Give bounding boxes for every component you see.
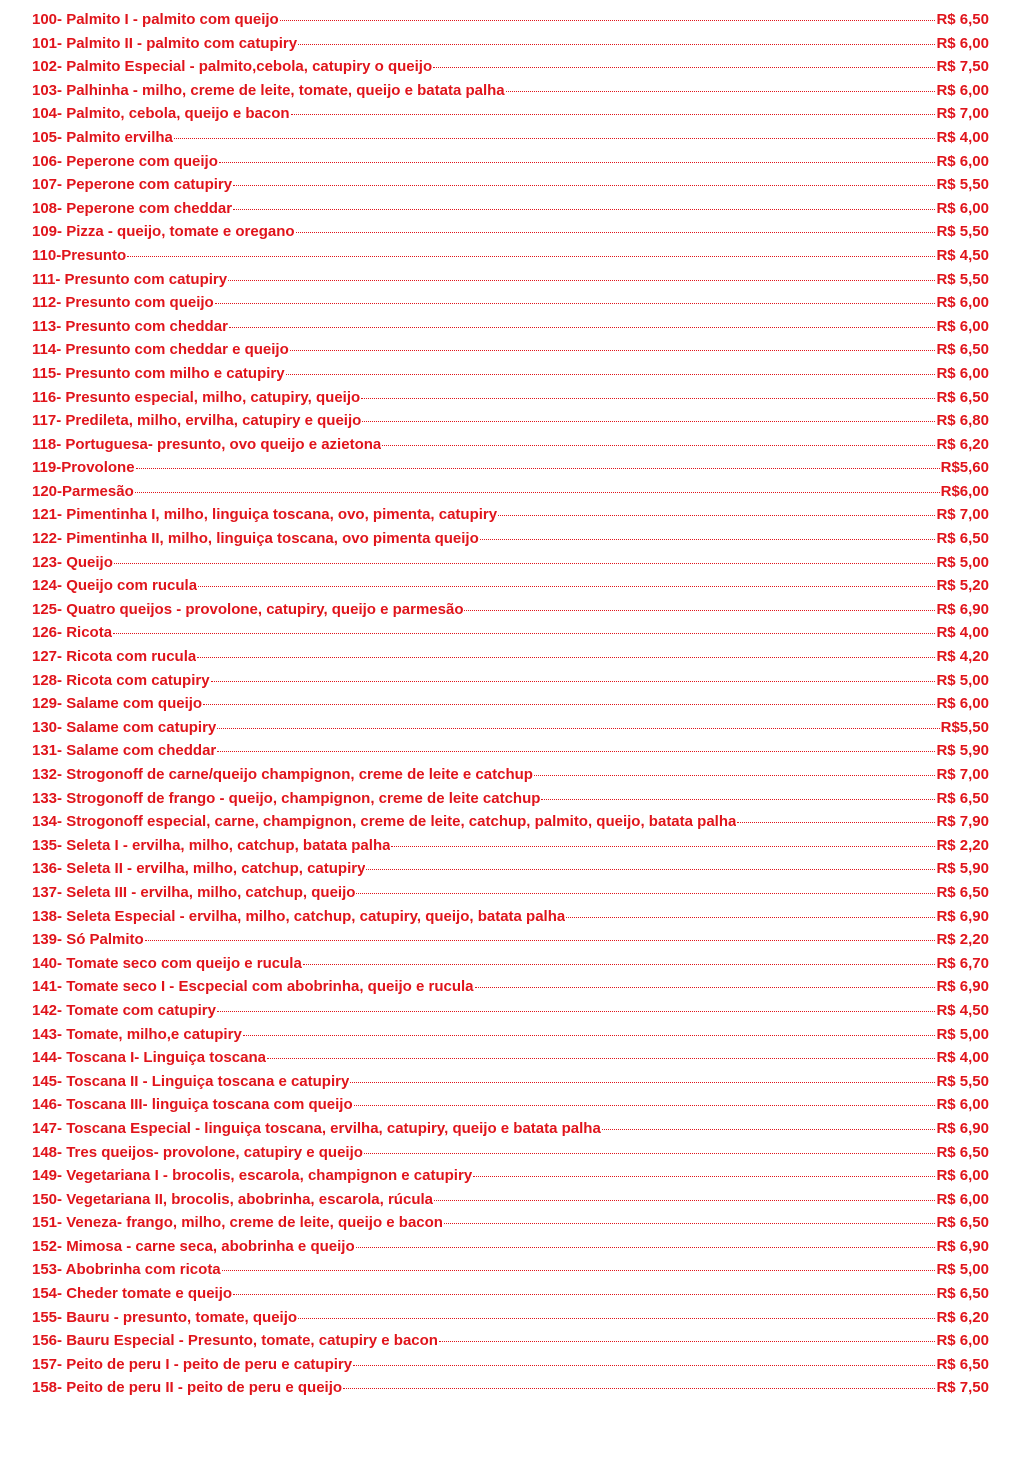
menu-item-price: R$ 5,00 — [936, 1025, 989, 1043]
dot-leader — [364, 1153, 936, 1154]
dot-leader — [198, 586, 935, 587]
menu-item-description: 148- Tres queijos- provolone, catupiry e queijo — [32, 1143, 363, 1161]
menu-item-description: 128- Ricota com catupiry — [32, 671, 210, 689]
dot-leader — [229, 327, 936, 328]
menu-item — [32, 999, 989, 1023]
dot-leader — [267, 1058, 935, 1059]
menu-item-description: 149- Vegetariana I - brocolis, escarola, champignon e catupiry — [32, 1167, 473, 1185]
dot-leader — [298, 44, 935, 45]
dot-leader — [356, 1247, 936, 1248]
menu-item-price: R$ 6,50 — [936, 1214, 989, 1232]
menu-item — [32, 362, 989, 386]
menu-item-description: 123- Queijo — [32, 553, 113, 571]
menu-item-price: R$ 4,00 — [936, 624, 989, 642]
dot-leader — [219, 162, 936, 163]
menu-item-price: R$ 4,00 — [936, 1049, 989, 1067]
menu-item-price: R$6,00 — [940, 482, 989, 500]
menu-item — [32, 645, 989, 669]
menu-item-description: 109- Pizza - queijo, tomate e oregano — [32, 223, 295, 241]
menu-item-description: 105- Palmito ervilha — [32, 128, 173, 146]
menu-item-description: 152- Mimosa - carne seca, abobrinha e queijo — [32, 1237, 355, 1255]
menu-item-price: R$ 5,50 — [936, 270, 989, 288]
menu-item — [32, 527, 989, 551]
menu-item — [32, 1235, 989, 1259]
dot-leader — [217, 1011, 936, 1012]
menu-item-description: 157- Peito de peru I - peito de peru e catupiry — [32, 1355, 353, 1373]
menu-item-price: R$ 5,00 — [936, 671, 989, 689]
dot-leader — [439, 1341, 936, 1342]
dot-leader — [498, 515, 935, 516]
menu-item-description: 144- Toscana I- Linguiça toscana — [32, 1049, 266, 1067]
menu-item — [32, 503, 989, 527]
dot-leader — [136, 468, 940, 469]
menu-item-price: R$ 6,00 — [936, 1332, 989, 1350]
menu-item-description: 134- Strogonoff especial, carne, champignon, creme de leite, catchup, palmito, queijo, batata palha — [32, 813, 737, 831]
menu-item — [32, 291, 989, 315]
menu-item-description: 156- Bauru Especial - Presunto, tomate, catupiry e bacon — [32, 1332, 438, 1350]
dot-leader — [434, 1200, 935, 1201]
menu-list — [32, 8, 989, 1400]
menu-item-price: R$5,60 — [940, 459, 989, 477]
menu-item-description: 143- Tomate, milho,e catupiry — [32, 1025, 242, 1043]
menu-item — [32, 268, 989, 292]
menu-item — [32, 692, 989, 716]
dot-leader — [233, 1294, 935, 1295]
menu-item — [32, 1353, 989, 1377]
menu-item-price: R$ 6,50 — [936, 1355, 989, 1373]
menu-item-price: R$ 6,20 — [936, 435, 989, 453]
dot-leader — [433, 67, 935, 68]
menu-item-price: R$ 6,00 — [936, 364, 989, 382]
dot-leader — [354, 1105, 936, 1106]
dot-leader — [353, 1365, 935, 1366]
menu-item-price: R$ 7,00 — [936, 766, 989, 783]
menu-item-price: R$ 6,00 — [936, 1167, 989, 1185]
menu-item-description: 125- Quatro queijos - provolone, catupiry, queijo e parmesão — [32, 600, 464, 618]
menu-item-description: 114- Presunto com cheddar e queijo — [32, 341, 289, 359]
menu-item-price: R$ 6,50 — [936, 388, 989, 406]
dot-leader — [174, 138, 936, 139]
menu-item — [32, 1023, 989, 1047]
menu-item — [32, 126, 989, 150]
menu-item-price: R$ 6,20 — [936, 1308, 989, 1326]
menu-item-price: R$ 6,00 — [936, 695, 989, 713]
menu-item-description: 115- Presunto com milho e catupiry — [32, 364, 285, 382]
dot-leader — [233, 209, 935, 210]
menu-item-description: 150- Vegetariana II, brocolis, abobrinha, escarola, rúcula — [32, 1190, 433, 1208]
menu-item — [32, 338, 989, 362]
menu-item-price: R$ 4,20 — [936, 648, 989, 666]
menu-item — [32, 456, 989, 480]
dot-leader — [350, 1082, 935, 1083]
dot-leader — [127, 256, 935, 257]
dot-leader — [215, 303, 936, 304]
menu-item — [32, 8, 989, 32]
menu-item — [32, 905, 989, 929]
menu-item-description: 117- Predileta, milho, ervilha, catupiry e queijo — [32, 412, 362, 430]
menu-item-description: 154- Cheder tomate e queijo — [32, 1285, 233, 1303]
dot-leader — [602, 1129, 936, 1130]
menu-item-price: R$ 6,90 — [936, 1119, 989, 1137]
dot-leader — [737, 822, 935, 823]
menu-item-description: 126- Ricota — [32, 624, 113, 642]
menu-item-price: R$ 5,50 — [936, 176, 989, 194]
dot-leader — [366, 869, 935, 870]
menu-item-description: 146- Toscana III- linguiça toscana com queijo — [32, 1096, 353, 1114]
menu-item-price: R$ 6,90 — [936, 978, 989, 996]
menu-item-description: 135- Seleta I - ervilha, milho, catchup, batata palha — [32, 836, 391, 854]
menu-item — [32, 173, 989, 197]
menu-item — [32, 79, 989, 103]
menu-item — [32, 1046, 989, 1070]
dot-leader — [362, 421, 935, 422]
dot-leader — [211, 681, 936, 682]
menu-item-price: R$ 6,50 — [936, 789, 989, 807]
menu-item-description: 107- Peperone com catupiry — [32, 176, 233, 194]
menu-item-price: R$ 2,20 — [936, 836, 989, 854]
dot-leader — [566, 917, 935, 918]
menu-item-description: 101- Palmito II - palmito com catupiry — [32, 34, 298, 52]
menu-item-description: 151- Veneza- frango, milho, creme de leite, queijo e bacon — [32, 1214, 443, 1232]
menu-item — [32, 244, 989, 268]
menu-item — [32, 763, 989, 787]
menu-item — [32, 975, 989, 999]
menu-item — [32, 669, 989, 693]
dot-leader — [475, 987, 936, 988]
menu-item — [32, 32, 989, 56]
menu-item-description: 155- Bauru - presunto, tomate, queijo — [32, 1308, 298, 1326]
menu-item-price: R$ 4,50 — [936, 1001, 989, 1019]
menu-item — [32, 1282, 989, 1306]
menu-item-description: 127- Ricota com rucula — [32, 648, 197, 666]
menu-item — [32, 55, 989, 79]
menu-item-price: R$ 6,00 — [936, 152, 989, 170]
menu-item-description: 131- Salame com cheddar — [32, 742, 217, 760]
menu-item-description: 103- Palhinha - milho, creme de leite, tomate, queijo e batata palha — [32, 81, 505, 99]
menu-item-price: R$ 5,00 — [936, 553, 989, 571]
menu-item — [32, 1306, 989, 1330]
dot-leader — [444, 1223, 935, 1224]
menu-item — [32, 1141, 989, 1165]
menu-item-description: 147- Toscana Especial - linguiça toscana, ervilha, catupiry, queijo e batata palha — [32, 1119, 601, 1137]
menu-item-price: R$ 6,50 — [936, 1285, 989, 1303]
menu-item-price: R$ 5,00 — [936, 1261, 989, 1279]
menu-item — [32, 220, 989, 244]
menu-item — [32, 787, 989, 811]
menu-item-price: R$ 4,00 — [936, 128, 989, 146]
menu-item — [32, 952, 989, 976]
menu-item-description: 145- Toscana II - Linguiça toscana e catupiry — [32, 1072, 350, 1090]
menu-item — [32, 1164, 989, 1188]
menu-item-price: R$ 6,00 — [936, 81, 989, 99]
menu-item-price: R$ 6,70 — [936, 954, 989, 972]
dot-leader — [541, 799, 935, 800]
dot-leader — [280, 20, 936, 21]
menu-item — [32, 928, 989, 952]
menu-item-description: 140- Tomate seco com queijo e rucula — [32, 954, 302, 972]
menu-item-price: R$ 5,50 — [936, 223, 989, 241]
dot-leader — [464, 610, 935, 611]
menu-item — [32, 551, 989, 575]
dot-leader — [480, 539, 936, 540]
menu-item-price: R$ 7,50 — [936, 1379, 989, 1397]
menu-item-price: R$ 2,20 — [936, 931, 989, 949]
menu-item-price: R$ 6,50 — [936, 530, 989, 548]
menu-item-price: R$ 6,90 — [936, 907, 989, 925]
menu-item — [32, 857, 989, 881]
menu-item — [32, 881, 989, 905]
menu-item — [32, 1188, 989, 1212]
dot-leader — [506, 91, 936, 92]
dot-leader — [391, 846, 935, 847]
menu-item-description: 136- Seleta II - ervilha, milho, catchup, catupiry — [32, 860, 366, 878]
dot-leader — [382, 445, 935, 446]
menu-item-price: R$ 6,50 — [936, 883, 989, 901]
dot-leader — [233, 185, 935, 186]
menu-item-price: R$ 4,50 — [936, 246, 989, 264]
menu-item-description: 119-Provolone — [32, 459, 135, 477]
menu-item-price: R$ 6,50 — [936, 1143, 989, 1161]
menu-item-description: 129- Salame com queijo — [32, 695, 203, 713]
dot-leader — [228, 280, 935, 281]
menu-item-description: 133- Strogonoff de frango - queijo, champignon, creme de leite catchup — [32, 789, 541, 807]
menu-item-description: 112- Presunto com queijo — [32, 294, 214, 312]
menu-item — [32, 834, 989, 858]
dot-leader — [361, 398, 935, 399]
dot-leader — [217, 751, 935, 752]
menu-item-price: R$ 6,00 — [936, 294, 989, 312]
menu-item-price: R$ 7,00 — [936, 105, 989, 123]
dot-leader — [534, 775, 936, 776]
menu-item — [32, 739, 989, 763]
menu-item-description: 116- Presunto especial, milho, catupiry, queijo — [32, 388, 361, 406]
menu-item-description: 102- Palmito Especial - palmito,cebola, catupiry o queijo — [32, 58, 433, 76]
menu-item-description: 130- Salame com catupiry — [32, 718, 217, 736]
menu-item-description: 139- Só Palmito — [32, 931, 144, 949]
menu-item-price: R$ 5,20 — [936, 577, 989, 595]
dot-leader — [113, 633, 935, 634]
menu-item — [32, 1093, 989, 1117]
menu-item-price: R$ 5,90 — [936, 742, 989, 760]
menu-item-description: 137- Seleta III - ervilha, milho, catchup, queijo — [32, 883, 356, 901]
menu-item-description: 106- Peperone com queijo — [32, 152, 218, 170]
menu-item-description: 153- Abobrinha com ricota — [32, 1261, 221, 1279]
menu-item — [32, 810, 989, 834]
menu-item — [32, 102, 989, 126]
menu-item — [32, 1329, 989, 1353]
menu-item-price: R$ 6,00 — [936, 1096, 989, 1114]
dot-leader — [298, 1318, 935, 1319]
dot-leader — [356, 893, 935, 894]
menu-item-price: R$ 6,00 — [936, 317, 989, 335]
menu-item — [32, 315, 989, 339]
menu-item — [32, 574, 989, 598]
menu-item-description: 141- Tomate seco I - Escpecial com abobrinha, queijo e rucula — [32, 978, 474, 996]
dot-leader — [296, 232, 936, 233]
menu-item-description: 158- Peito de peru II - peito de peru e queijo — [32, 1379, 343, 1397]
menu-item-price: R$ 5,90 — [936, 860, 989, 878]
menu-item — [32, 1211, 989, 1235]
dot-leader — [222, 1270, 936, 1271]
menu-item-price: R$ 6,80 — [936, 412, 989, 430]
menu-item-price: R$5,50 — [940, 718, 989, 736]
menu-item-description: 124- Queijo com rucula — [32, 577, 198, 595]
menu-item-description: 100- Palmito I - palmito com queijo — [32, 11, 279, 28]
menu-item-description: 120-Parmesão — [32, 482, 134, 500]
dot-leader — [203, 704, 935, 705]
menu-item-description: 104- Palmito, cebola, queijo e bacon — [32, 105, 290, 123]
menu-item-description: 108- Peperone com cheddar — [32, 199, 233, 217]
menu-item-price: R$ 6,00 — [936, 1190, 989, 1208]
dot-leader — [290, 350, 936, 351]
dot-leader — [114, 563, 936, 564]
dot-leader — [291, 114, 936, 115]
menu-item-price: R$ 6,90 — [936, 1237, 989, 1255]
dot-leader — [145, 940, 936, 941]
dot-leader — [197, 657, 935, 658]
menu-item-description: 113- Presunto com cheddar — [32, 317, 228, 335]
menu-item-description: 142- Tomate com catupiry — [32, 1001, 216, 1019]
menu-item-price: R$ 7,50 — [936, 58, 989, 76]
menu-item — [32, 716, 989, 740]
menu-item — [32, 409, 989, 433]
menu-item-description: 138- Seleta Especial - ervilha, milho, catchup, catupiry, queijo, batata palha — [32, 907, 566, 925]
menu-item-price: R$ 6,50 — [936, 341, 989, 359]
menu-item — [32, 1117, 989, 1141]
menu-item-description: 122- Pimentinha II, milho, linguiça toscana, ovo pimenta queijo — [32, 530, 479, 548]
menu-item-price: R$ 5,50 — [936, 1072, 989, 1090]
menu-item — [32, 433, 989, 457]
dot-leader — [303, 964, 936, 965]
menu-item-price: R$ 6,00 — [936, 199, 989, 217]
menu-item — [32, 150, 989, 174]
menu-item-description: 110-Presunto — [32, 246, 127, 264]
dot-leader — [243, 1035, 936, 1036]
dot-leader — [286, 374, 936, 375]
menu-item — [32, 598, 989, 622]
menu-item — [32, 1070, 989, 1094]
menu-item-description: 111- Presunto com catupiry — [32, 270, 228, 288]
menu-item-description: 118- Portuguesa- presunto, ovo queijo e azietona — [32, 435, 382, 453]
dot-leader — [473, 1176, 935, 1177]
menu-item — [32, 621, 989, 645]
menu-item — [32, 1258, 989, 1282]
dot-leader — [135, 492, 940, 493]
menu-item-price: R$ 7,90 — [936, 813, 989, 831]
menu-item-description: 132- Strogonoff de carne/queijo champignon, creme de leite e catchup — [32, 766, 533, 783]
dot-leader — [343, 1388, 935, 1389]
menu-item-price: R$ 6,00 — [936, 34, 989, 52]
menu-item — [32, 197, 989, 221]
menu-item — [32, 480, 989, 504]
dot-leader — [217, 728, 939, 729]
menu-item — [32, 386, 989, 410]
menu-item-price: R$ 6,90 — [936, 600, 989, 618]
menu-item-price: R$ 6,50 — [936, 11, 989, 28]
menu-item-price: R$ 7,00 — [936, 506, 989, 524]
menu-item-description: 121- Pimentinha I, milho, linguiça toscana, ovo, pimenta, catupiry — [32, 506, 498, 524]
menu-item — [32, 1376, 989, 1400]
